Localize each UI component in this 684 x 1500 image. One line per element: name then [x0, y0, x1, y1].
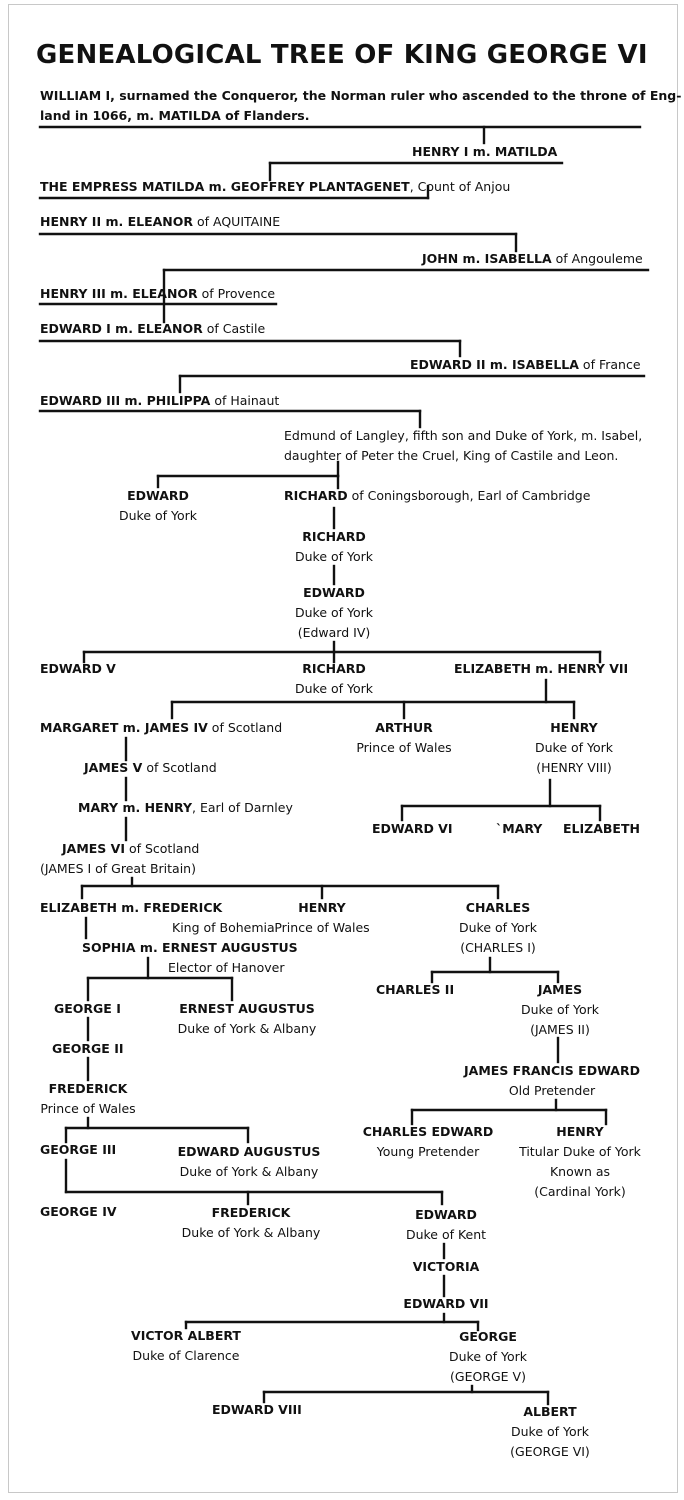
- person-charles1-title: Duke of York: [458, 920, 538, 935]
- margaret-name: MARGARET m. JAMES IV: [40, 720, 208, 735]
- person-edward3: [40, 391, 279, 411]
- person-frederick-york-title: Duke of York & Albany: [181, 1225, 321, 1240]
- henry3-suffix: of Provence: [197, 286, 276, 301]
- person-george5-name: GEORGE: [459, 1329, 517, 1344]
- person-sophia: SOPHIA m. ERNEST AUGUSTUS: [82, 940, 298, 955]
- person-james2-paren: (JAMES II): [530, 1022, 590, 1037]
- person-richard-cambridge: [284, 486, 590, 506]
- person-henry8-name: HENRY: [550, 720, 598, 735]
- person-mary-darnley: [78, 798, 293, 818]
- person-edward-kent-name: EDWARD: [415, 1207, 477, 1222]
- person-albert-paren: (GEORGE VI): [510, 1444, 590, 1459]
- person-charles-edward-name: CHARLES EDWARD: [362, 1124, 494, 1139]
- person-george5-title: Duke of York: [448, 1349, 528, 1364]
- person-empress-matilda: [40, 177, 510, 197]
- person-henry3: [40, 284, 275, 304]
- person-charles1-name: CHARLES: [465, 900, 531, 915]
- richard-cam-name: RICHARD: [284, 488, 348, 503]
- person-henry-pw-name: HENRY: [298, 900, 346, 915]
- person-richard-york-title: Duke of York: [294, 549, 374, 564]
- edward2-suffix: of France: [578, 357, 641, 372]
- person-james6: [62, 839, 199, 859]
- person-george1: GEORGE I: [54, 1001, 121, 1016]
- person-james6-paren: (JAMES I of Great Britain): [40, 861, 196, 876]
- mary-darnley-name: MARY m. HENRY: [78, 800, 193, 815]
- john-name: JOHN m. ISABELLA: [422, 251, 552, 266]
- james5-name: JAMES V: [84, 760, 143, 775]
- person-richard2-name: RICHARD: [302, 661, 366, 676]
- person-edward-york-title: Duke of York: [118, 508, 198, 523]
- person-arthur-name: ARTHUR: [375, 720, 433, 735]
- person-victor-name: VICTOR ALBERT: [131, 1328, 241, 1343]
- henry2-name: HENRY II m. ELEANOR: [40, 214, 194, 229]
- edward2-name: EDWARD II m. ISABELLA: [410, 357, 579, 372]
- person-george3: GEORGE III: [40, 1142, 117, 1157]
- person-mary-tudor: `MARY: [496, 821, 543, 836]
- intro-text-1: WILLIAM I, surnamed the Conqueror, the Norman ruler who ascended to the throne of Eng-: [40, 88, 682, 103]
- john-suffix: of Angouleme: [551, 251, 643, 266]
- intro-line-1: [40, 86, 681, 106]
- person-charles-edward-title: Young Pretender: [376, 1144, 480, 1159]
- margaret-suffix: of Scotland: [207, 720, 283, 735]
- intro-line-2: [40, 106, 309, 126]
- person-victoria: VICTORIA: [412, 1259, 480, 1274]
- person-henry8-title: Duke of York: [534, 740, 614, 755]
- edward1-suffix: of Castile: [202, 321, 266, 336]
- edward3-name: EDWARD III m. PHILIPPA: [40, 393, 211, 408]
- person-ernest-title: Duke of York & Albany: [177, 1021, 317, 1036]
- person-albert-title: Duke of York: [510, 1424, 590, 1439]
- person-edmund-line-2: daughter of Peter the Cruel, King of Castile and Leon.: [284, 448, 619, 463]
- person-henry-cardinal-name: HENRY: [556, 1124, 604, 1139]
- intro-text-2: land in 1066, m. MATILDA of Flanders.: [40, 108, 310, 123]
- person-richard-york-name: RICHARD: [302, 529, 366, 544]
- james6-name: JAMES VI: [62, 841, 125, 856]
- person-edward-kent-title: Duke of Kent: [405, 1227, 487, 1242]
- person-frederick-york-name: FREDERICK: [211, 1205, 291, 1220]
- edward1-name: EDWARD I m. ELEANOR: [40, 321, 203, 336]
- person-henry1: HENRY I m. MATILDA: [412, 144, 558, 159]
- person-arthur-title: Prince of Wales: [356, 740, 452, 755]
- person-george5-paren: (GEORGE V): [450, 1369, 526, 1384]
- person-charles2: CHARLES II: [376, 982, 455, 997]
- person-james2-title: Duke of York: [520, 1002, 600, 1017]
- person-jfe-name: JAMES FRANCIS EDWARD: [464, 1063, 640, 1078]
- richard-cam-suffix: of Coningsborough, Earl of Cambridge: [347, 488, 591, 503]
- edward3-suffix: of Hainaut: [210, 393, 280, 408]
- person-edward8: EDWARD VIII: [212, 1402, 302, 1417]
- person-elizabeth-frederick-title: King of Bohemia: [172, 920, 275, 935]
- person-edward-augustus-title: Duke of York & Albany: [179, 1164, 319, 1179]
- person-albert-name: ALBERT: [523, 1404, 577, 1419]
- person-edward6: EDWARD VI: [372, 821, 453, 836]
- person-edward2: [410, 355, 641, 375]
- person-frederick-title: Prince of Wales: [40, 1101, 136, 1116]
- person-edward-york-name: EDWARD: [127, 488, 189, 503]
- person-frederick-name: FREDERICK: [48, 1081, 128, 1096]
- empress-name: THE EMPRESS MATILDA m. GEOFFREY PLANTAGENET: [40, 179, 410, 194]
- person-edward4-title: Duke of York: [294, 605, 374, 620]
- person-henry2: [40, 212, 280, 232]
- person-ernest-name: ERNEST AUGUSTUS: [179, 1001, 315, 1016]
- person-henry-pw-title: Prince of Wales: [274, 920, 370, 935]
- person-edward5: EDWARD V: [40, 661, 116, 676]
- person-richard2-title: Duke of York: [294, 681, 374, 696]
- person-edward4-paren: (Edward IV): [297, 625, 371, 640]
- henry3-name: HENRY III m. ELEANOR: [40, 286, 198, 301]
- person-victor-title: Duke of Clarence: [132, 1348, 240, 1363]
- person-jfe-title: Old Pretender: [508, 1083, 596, 1098]
- page-title: GENEALOGICAL TREE OF KING GEORGE VI: [36, 40, 648, 70]
- person-george2: GEORGE II: [52, 1041, 124, 1056]
- mary-darnley-suffix: , Earl of Darnley: [192, 800, 293, 815]
- person-edward4-name: EDWARD: [303, 585, 365, 600]
- person-john: [422, 249, 643, 269]
- person-henry8-paren: (HENRY VIII): [536, 760, 612, 775]
- person-henry-cardinal-line3: Known as: [549, 1164, 611, 1179]
- person-sophia-title: Elector of Hanover: [168, 960, 285, 975]
- henry2-suffix: of AQUITAINE: [193, 214, 281, 229]
- james6-suffix: of Scotland: [124, 841, 200, 856]
- person-edmund-line-1: Edmund of Langley, fifth son and Duke of York, m. Isabel,: [284, 428, 643, 443]
- person-george4: GEORGE IV: [40, 1204, 117, 1219]
- person-james5: [84, 758, 217, 778]
- person-edward1: [40, 319, 265, 339]
- person-elizabeth-henry7: ELIZABETH m. HENRY VII: [454, 661, 629, 676]
- empress-suffix: , Count of Anjou: [409, 179, 511, 194]
- james5-suffix: of Scotland: [142, 760, 217, 775]
- person-henry-cardinal-line2: Titular Duke of York: [519, 1144, 641, 1159]
- person-henry-cardinal-line4: (Cardinal York): [534, 1184, 626, 1199]
- person-charles1-paren: (CHARLES I): [460, 940, 536, 955]
- person-margaret: [40, 718, 282, 738]
- person-james2-name: JAMES: [537, 982, 583, 997]
- person-elizabeth-frederick: ELIZABETH m. FREDERICK: [40, 900, 223, 915]
- person-edward7: EDWARD VII: [403, 1296, 489, 1311]
- person-elizabeth1: ELIZABETH: [563, 821, 640, 836]
- person-edward-augustus-name: EDWARD AUGUSTUS: [177, 1144, 321, 1159]
